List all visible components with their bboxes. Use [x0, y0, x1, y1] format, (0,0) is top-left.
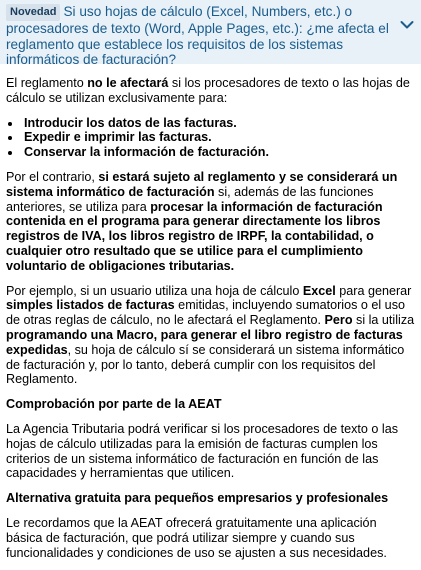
faq-question-header[interactable] [0, 0, 421, 67]
text-run: para generar [335, 283, 412, 298]
section-heading-comprobacion: Comprobación por parte de la AEAT [6, 397, 222, 412]
text-run: Por el contrario, [6, 169, 99, 184]
new-badge: Novedad [6, 4, 60, 21]
emphasis: procesar la información de facturación contenida en el programa para generar directamente los libros registros de IVA, los libros registro de IRPF, la contabilidad, o cualquier otro resultado que se utilice para el cumplimiento voluntario de obligaciones tributarias. [6, 199, 383, 273]
emphasis: programando una Macro, para generar el libro registro de facturas expedidas [6, 327, 403, 357]
uses-list [6, 116, 415, 160]
emphasis: Excel [302, 283, 336, 298]
section-text-comprobacion: La Agencia Tributaria podrá verificar si los procesadores de texto o las hojas de cálculo utilizadas para la emisión de facturas cumplen los criterios de un sistema informático de facturación en función de las capacidades y herramientas que utilicen. [6, 421, 399, 481]
text-run: emitidas, incluyendo sumatorios o el uso de otras reglas de cálculo, no le afectará el Reglamento. [6, 298, 405, 328]
list-item: • Conservar la información de facturación. [22, 145, 415, 160]
list-item: • Expedir e imprimir las facturas. [22, 130, 415, 145]
emphasis: Pero [324, 313, 353, 328]
list-item: • Introducir los datos de las facturas. [22, 116, 415, 131]
section-text-alternativa: Le recordamos que la AEAT ofrecerá gratuitamente una aplicación básica de facturación, que podrá utilizar siempre y cuando sus funcionalidades y condiciones de uso se ajusten a sus necesidades. [6, 515, 387, 560]
emphasis: no le afectará [87, 76, 169, 90]
text-run: si los procesadores de texto o las hojas de cálculo se utilizan exclusivamente para: [6, 76, 410, 105]
text-run: si, además de las funciones anteriores, se utiliza para [6, 184, 374, 214]
faq-question-text[interactable]: Si uso hojas de cálculo (Excel, Numbers, etc.) o procesadores de texto (Word, Apple Pages, etc.): ¿me afecta el reglamento que establece los requisitos de los sistemas informáticos de facturación? [6, 4, 389, 67]
text-run: , su hoja de cálculo sí se considerará un sistema informático de facturación y, por lo tanto, deberá cumplir con los requisitos del Reglamento. [6, 342, 405, 387]
chevron-down-icon[interactable] [400, 20, 414, 30]
emphasis: simples listados de facturas [6, 298, 175, 313]
text-run: Por ejemplo, si un usuario utiliza una hoja de cálculo [6, 283, 303, 298]
section-heading-alternativa: Alternativa gratuita para pequeños empresarios y profesionales [6, 491, 389, 506]
contrary-paragraph [6, 170, 415, 274]
text-run: El reglamento [6, 76, 88, 90]
text-run: si la utiliza [352, 313, 415, 328]
example-paragraph [6, 284, 415, 388]
intro-paragraph [6, 76, 415, 106]
faq-question-link[interactable] [6, 4, 391, 68]
emphasis: si estará sujeto al reglamento y se considerará un sistema informático de facturación [6, 169, 398, 199]
faq-answer [0, 64, 421, 570]
